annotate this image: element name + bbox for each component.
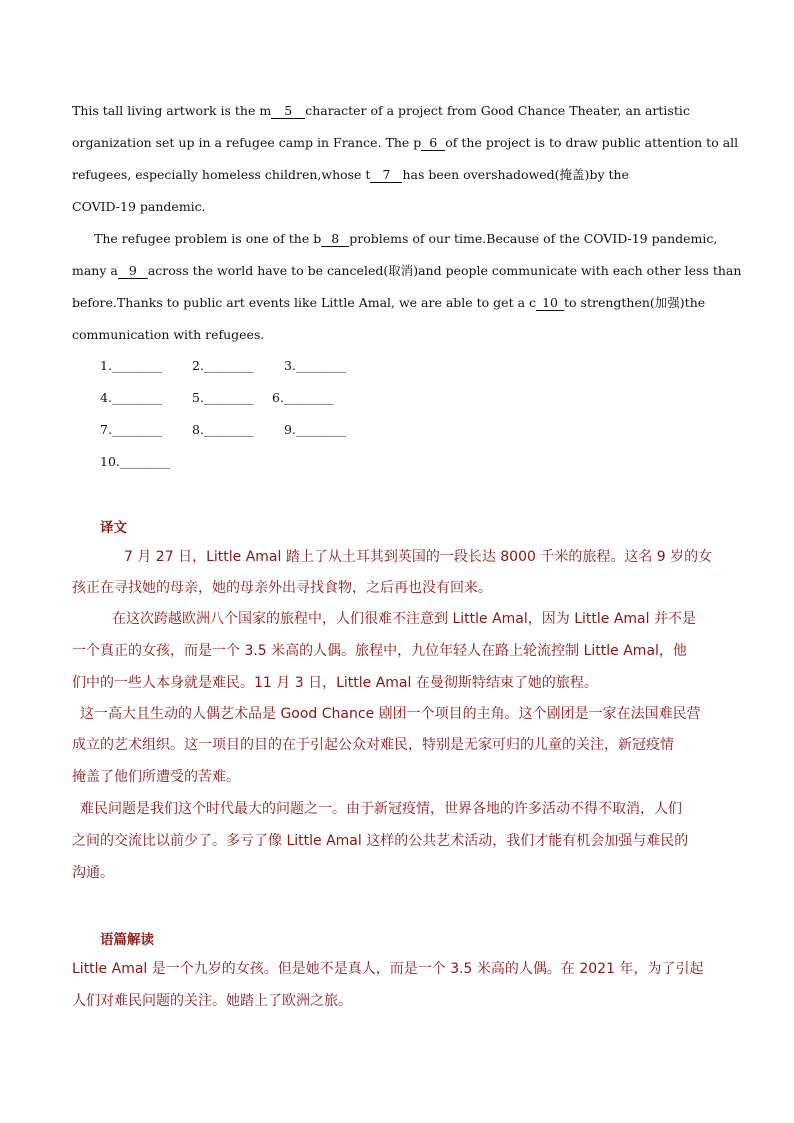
blank-5: 5 xyxy=(271,104,305,119)
answer-blank-9[interactable]: 9.________ xyxy=(284,422,346,437)
passage-line: refugees, especially homeless children,whose t 7 has been overshadowed(掩盖)by the xyxy=(72,167,629,182)
answer-blank-4[interactable]: 4.________ xyxy=(100,390,162,405)
blank-9: 9 xyxy=(118,264,148,279)
answer-blank-1[interactable]: 1.________ xyxy=(100,358,162,373)
passage-line: before.Thanks to public art events like Little Amal, we are able to get a c 10 to strengthen(加强)the xyxy=(72,295,706,310)
answer-blank-6[interactable]: 6.________ xyxy=(272,390,334,405)
blank-7: 7 xyxy=(370,168,402,183)
passage-line: COVID-19 pandemic. xyxy=(72,199,206,214)
translation-line: 沟通。 xyxy=(72,865,114,881)
translation-line: 之间的交流比以前少了。多亏了像 Little Amal 这样的公共艺术活动，我们才能有机会加强与难民的 xyxy=(72,833,689,849)
reading-line: 人们对难民问题的关注。她踏上了欧洲之旅。 xyxy=(72,993,352,1009)
translation-line: 难民问题是我们这个时代最大的问题之一。由于新冠疫情，世界各地的许多活动不得不取消，人们 xyxy=(80,801,682,817)
passage-line: many a 9 across the world have to be canceled(取消)and people communicate with each other less than xyxy=(72,263,742,278)
translation-line: 成立的艺术组织。这一项目的目的在于引起公众对难民，特别是无家可归的儿童的关注，新冠疫情 xyxy=(72,737,674,753)
translation-line: 们中的一些人本身就是难民。11 月 3 日，Little Amal 在曼彻斯特结束了她的旅程。 xyxy=(72,675,598,691)
answer-blank-7[interactable]: 7.________ xyxy=(100,422,162,437)
passage-line: communication with refugees. xyxy=(72,327,265,342)
translation-line: 掩盖了他们所遭受的苦难。 xyxy=(72,769,240,785)
translation-line: 7 月 27 日，Little Amal 踏上了从土耳其到英国的一段长达 8000 千米的旅程。这名 9 岁的女 xyxy=(124,549,713,565)
reading-line: Little Amal 是一个九岁的女孩。但是她不是真人，而是一个 3.5 米高的人偶。在 2021 年，为了引起 xyxy=(72,961,704,977)
translation-line: 孩正在寻找她的母亲，她的母亲外出寻找食物，之后再也没有回来。 xyxy=(72,580,492,596)
blank-6: 6 xyxy=(421,136,445,151)
reading-heading: 语篇解读 xyxy=(100,932,154,948)
translation-line: 一个真正的女孩，而是一个 3.5 米高的人偶。旅程中，九位年轻人在路上轮流控制 Little Amal，他 xyxy=(72,643,687,659)
answer-blank-5[interactable]: 5.________ xyxy=(192,390,254,405)
passage-line: This tall living artwork is the m 5 character of a project from Good Chance Theater, an artistic xyxy=(72,103,690,118)
answer-blank-3[interactable]: 3.________ xyxy=(284,358,346,373)
blank-8: 8 xyxy=(321,232,349,247)
answer-blank-8[interactable]: 8.________ xyxy=(192,422,254,437)
blank-10: 10 xyxy=(536,296,564,311)
passage-line: The refugee problem is one of the b 8 problems of our time.Because of the COVID-19 pandemic, xyxy=(94,231,718,246)
translation-line: 这一高大且生动的人偶艺术品是 Good Chance 剧团一个项目的主角。这个剧团是一家在法国难民营 xyxy=(80,706,701,722)
passage-line: organization set up in a refugee camp in France. The p 6 of the project is to draw public attention to all xyxy=(72,135,739,150)
translation-line: 在这次跨越欧洲八个国家的旅程中，人们很难不注意到 Little Amal，因为 Little Amal 并不是 xyxy=(112,611,696,627)
answer-blank-10[interactable]: 10.________ xyxy=(100,454,170,469)
translation-heading: 译文 xyxy=(100,520,127,536)
answer-blank-2[interactable]: 2.________ xyxy=(192,358,254,373)
